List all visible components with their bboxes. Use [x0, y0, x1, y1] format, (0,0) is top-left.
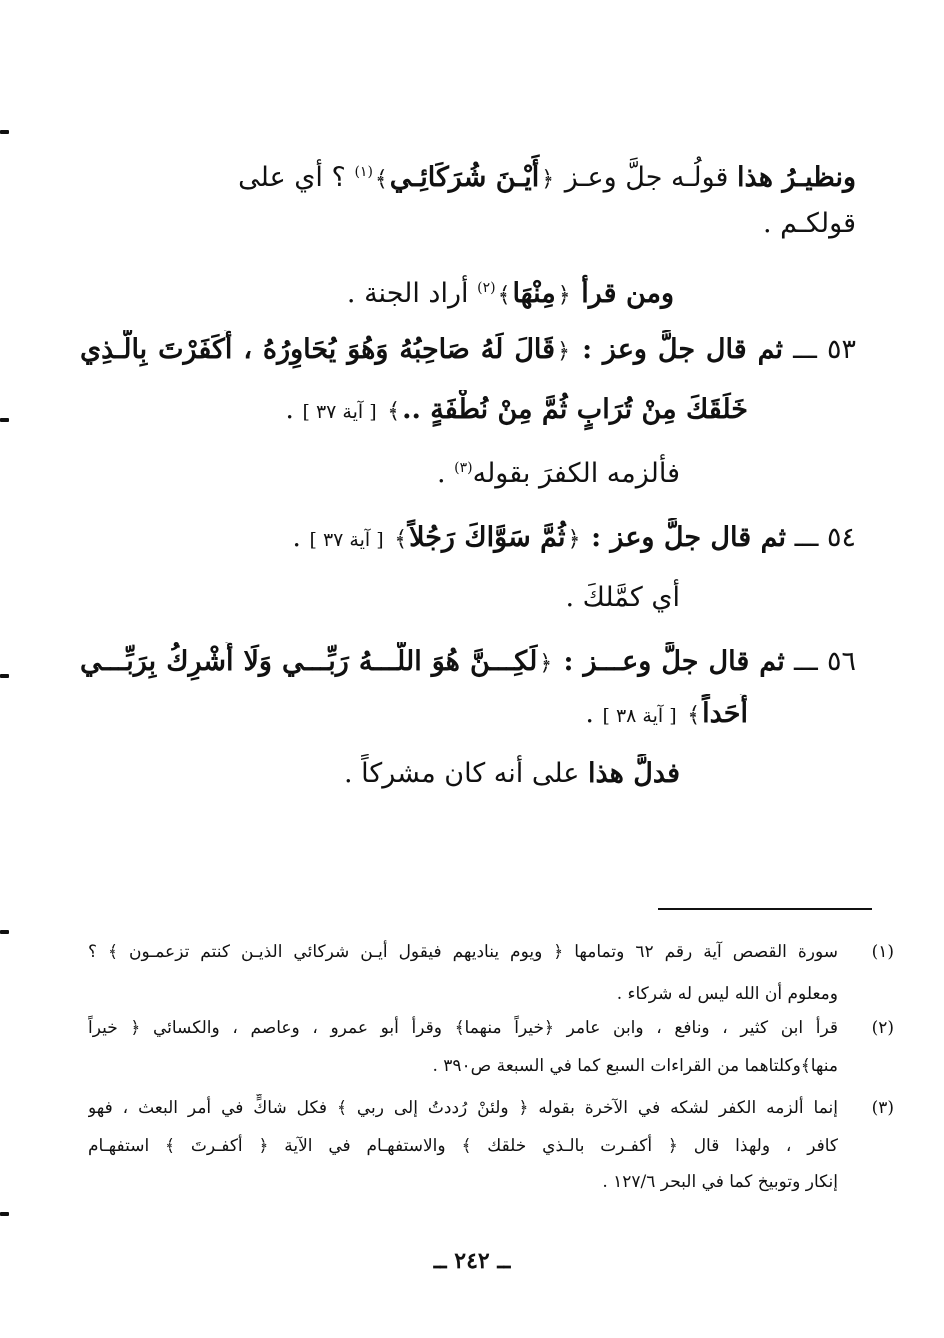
quran-verse-text: مِنْهَا	[512, 278, 556, 309]
text-segment: ؟ أي على	[238, 162, 346, 193]
bold-phrase: ثم قال جلَّ وعـــز :	[563, 646, 785, 677]
verse-reference: [ آية ٣٧ ]	[302, 401, 377, 423]
footnote-3-line-3: إنكار وتوبيخ كما في البحر ١٢٧/٦ .	[602, 1172, 838, 1192]
quran-close-bracket: ﴾	[374, 167, 388, 192]
footnote-3-line-2: كافر ، ولهذا قال ﴿ أكفـرت بالـذي خلقك ﴾ والاستفهـام في الآية ﴿ أكفـرتَ ﴾ استفهـام	[88, 1136, 838, 1156]
bold-phrase: ثم قال جلَّ وعز :	[591, 522, 787, 553]
footnote-separator	[658, 908, 872, 910]
text-segment: قولُـه جلَّ وعـز	[564, 162, 729, 193]
bold-phrase: فدلَّ هذا	[587, 758, 680, 789]
footnote-2-line-2: منها﴾وكلتاهما من القراءات السبع كما في السبعة ص٣٩٠ .	[432, 1056, 838, 1076]
scan-edge-mark	[0, 930, 9, 934]
text-segment: .	[285, 394, 294, 425]
quran-open-bracket: ﴿	[567, 527, 581, 552]
footnote-1-line-2: ومعلوم أن الله ليس له شركاء .	[616, 984, 838, 1004]
verse-54-comment	[80, 578, 680, 618]
footnote-2-line-1: قرأ ابن كثير ، ونافع ، وابن عامر ﴿خيراً منهما﴾ وقرأ أبو عمرو ، وعاصم ، والكسائي ﴿ خيراً	[88, 1018, 838, 1038]
verse-53-line-1	[80, 330, 856, 372]
footnote-ref: (٣)	[454, 460, 473, 476]
verse-reference: [ آية ٣٨ ]	[602, 705, 677, 727]
footnote-1-line-1: سورة القصص آية رقم ٦٢ وتمامها ﴿ ويوم يناديهم فيقول أيـن شركائي الذيـن كنتم تزعمـون ﴾ ؟	[88, 942, 838, 962]
footnote-ref: (١)	[354, 164, 373, 180]
quran-close-bracket: ﴾	[497, 283, 511, 308]
text-segment: قولكـم .	[762, 208, 856, 239]
verse-56-line-2	[80, 694, 748, 736]
quran-open-bracket: ﴿	[539, 651, 553, 676]
text-segment: .	[585, 698, 594, 729]
verse-56-comment	[80, 754, 680, 794]
quran-close-bracket: ﴾	[394, 527, 408, 552]
body-line-1	[80, 152, 856, 200]
text-segment: على أنه كان مشركاً .	[343, 758, 580, 789]
body-line-2	[80, 204, 856, 244]
verse-reference: [ آية ٣٧ ]	[309, 529, 384, 551]
text-segment: أي كمَّلكَ .	[565, 582, 680, 613]
quran-open-bracket: ﴿	[557, 283, 571, 308]
quran-close-bracket: ﴾	[387, 399, 401, 424]
quran-open-bracket: ﴿	[541, 167, 555, 192]
scan-edge-mark	[0, 130, 9, 134]
footnote-ref: (٢)	[477, 280, 496, 296]
item-number: ٥٦ ـــ	[794, 646, 856, 677]
scan-edge-mark	[0, 674, 9, 678]
quran-verse-text: قَالَ لَهُ صَاحِبُهُ وَهُوَ يُحَاوِرُهُ ، أَكَفَرْتَ بِالَّـذِي	[80, 334, 556, 365]
footnote-number: (٢)	[871, 1018, 894, 1038]
footnote-number: (٣)	[871, 1098, 894, 1118]
text-segment: .	[436, 458, 446, 489]
text-segment: أراد الجنة .	[346, 278, 469, 309]
quran-verse-text: ثُمَّ سَوَّاكَ رَجُلاً	[409, 522, 566, 553]
scan-edge-mark	[0, 1212, 9, 1216]
text-segment: فألزمه الكفرَ بقوله	[472, 458, 680, 489]
page-number: ــ ٢٤٢ ــ	[433, 1248, 511, 1274]
quran-verse-text: لَكِـــنَّ هُوَ اللَّـــهُ رَبِّـــي وَلَا أُشْرِكُ بِرَبِّـــي	[80, 646, 538, 677]
item-number: ٥٤ ـــ	[794, 522, 856, 553]
body-line-3	[80, 268, 674, 316]
quran-verse-text: أَيْـنَ شُرَكَائِـي	[389, 162, 540, 193]
verse-53-comment	[80, 448, 680, 494]
text-segment: .	[292, 522, 301, 553]
footnote-number: (١)	[871, 942, 894, 962]
verse-56-line-1	[80, 642, 856, 684]
bold-phrase: ومن قرأ	[581, 278, 674, 309]
quran-verse-text: خَلَقَكَ مِنْ تُرَابٍ ثُمَّ مِنْ نُطْفَةٍ ..	[402, 394, 748, 425]
footnote-3-line-1: إنما ألزمه الكفر لشكه في الآخرة بقوله ﴿ ولئنْ رُددتُ إلى ربي ﴾ فكل شاكٍّ في أمر البعث ، فهو	[88, 1098, 838, 1118]
bold-phrase: ونظيـرُ هذا	[737, 162, 856, 193]
item-number: ٥٣ ـــ	[793, 334, 856, 365]
scan-edge-mark	[0, 418, 9, 422]
bold-phrase: ثم قال جلَّ وعز :	[582, 334, 784, 365]
quran-close-bracket: ﴾	[687, 703, 701, 728]
quran-open-bracket: ﴿	[557, 339, 570, 364]
verse-53-line-2	[80, 390, 748, 432]
quran-verse-text: أَحَداً	[702, 698, 748, 729]
verse-54-line	[80, 518, 856, 560]
